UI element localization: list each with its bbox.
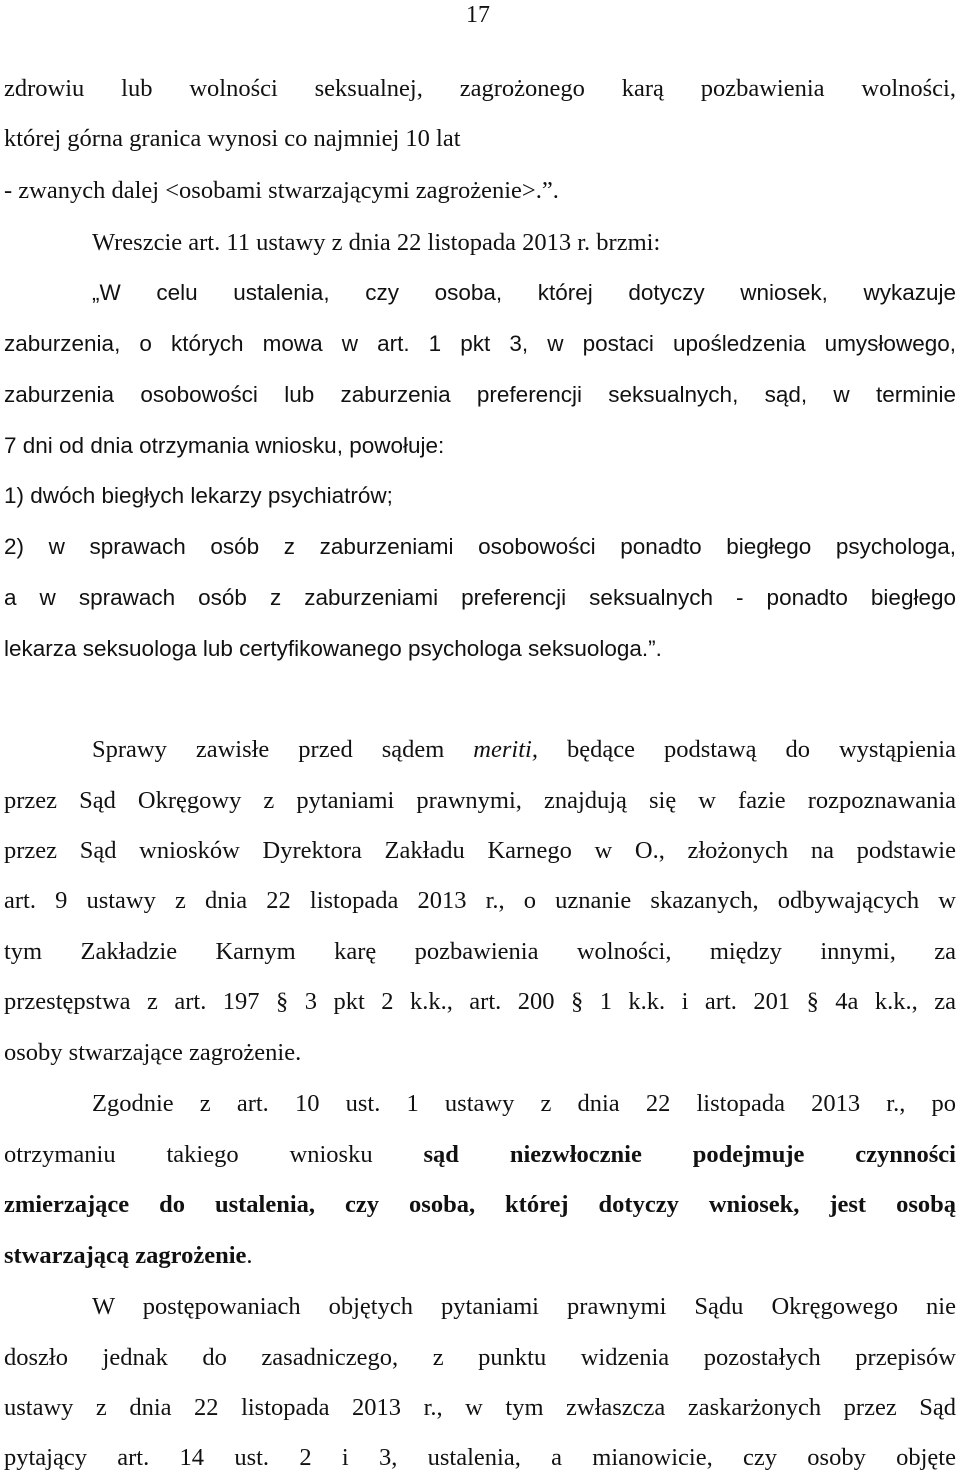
paragraph-line [4,1241,956,1271]
paragraph-line: Zgodnie z art. 10 ust. 1 ustawy z dnia 22 listopada 2013 r., po [92,1090,956,1117]
paragraph-line: W postępowaniach objętych pytaniami prawnymi Sądu Okręgowego nie [92,1293,956,1320]
text-line: której górna granica wynosi co najmniej 10 lat [4,125,461,152]
paragraph-line: pytający art. 14 ust. 2 i 3, ustalenia, a mianowicie, czy osoby objęte [4,1444,956,1471]
paragraph-line: art. 9 ustawy z dnia 22 listopada 2013 r., o uznanie skazanych, odbywających w [4,887,956,914]
italic-term: meriti, [473,736,538,763]
paragraph-line [4,1140,956,1170]
quote-line: 2) w sprawach osób z zaburzeniami osobowości ponadto biegłego psychologa, [4,534,956,559]
paragraph-line: osoby stwarzające zagrożenie. [4,1039,302,1066]
paragraph-line: tym Zakładzie Karnym karę pozbawienia wolności, między innymi, za [4,938,956,965]
bold-run: stwarzającą zagrożenie [4,1242,247,1269]
quote-line: „W celu ustalenia, czy osoba, której dotyczy wniosek, wykazuje [92,280,956,305]
paragraph-line: ustawy z dnia 22 listopada 2013 r., w tym zwłaszcza zaskarżonych przez Sąd [4,1394,956,1421]
text-run: będące podstawą do wystąpienia [537,736,956,763]
text-line: Wreszcie art. 11 ustawy z dnia 22 listopada 2013 r. brzmi: [92,229,661,256]
paragraph-line: przestępstwa z art. 197 § 3 pkt 2 k.k., art. 200 § 1 k.k. i art. 201 § 4a k.k., za [4,988,956,1015]
text-run: Sprawy zawisłe przed sądem [92,736,474,763]
paragraph-line: doszło jednak do zasadniczego, z punktu widzenia pozostałych przepisów [4,1344,956,1371]
quote-line: zaburzenia osobowości lub zaburzenia preferencji seksualnych, sąd, w terminie [4,382,956,407]
quote-line: 7 dni od dnia otrzymania wniosku, powołuje: [4,433,445,458]
quote-line: 1) dwóch biegłych lekarzy psychiatrów; [4,483,393,508]
page-number: 17 [466,2,490,28]
text-line: - zwanych dalej <osobami stwarzającymi zagrożenie>.”. [4,177,559,204]
paragraph-line: przez Sąd Okręgowy z pytaniami prawnymi, znajdują się w fazie rozpoznawania [4,787,956,814]
paragraph-line-bold: zmierzające do ustalenia, czy osoba, której dotyczy wniosek, jest osobą [4,1191,956,1218]
paragraph-line [4,735,956,765]
paragraph-line: przez Sąd wniosków Dyrektora Zakładu Karnego w O., złożonych na podstawie [4,837,956,864]
quote-line: lekarza seksuologa lub certyfikowanego psychologa seksuologa.”. [4,636,662,661]
quote-line: zaburzenia, o których mowa w art. 1 pkt 3, w postaci upośledzenia umysłowego, [4,331,956,356]
text-run: . [246,1242,253,1269]
quote-line: a w sprawach osób z zaburzeniami preferencji seksualnych - ponadto biegłego [4,585,956,610]
bold-run: sąd niezwłocznie podejmuje czynności [423,1141,956,1168]
text-run: otrzymaniu takiego wniosku [4,1141,424,1168]
text-line: zdrowiu lub wolności seksualnej, zagrożonego karą pozbawienia wolności, [4,75,956,102]
